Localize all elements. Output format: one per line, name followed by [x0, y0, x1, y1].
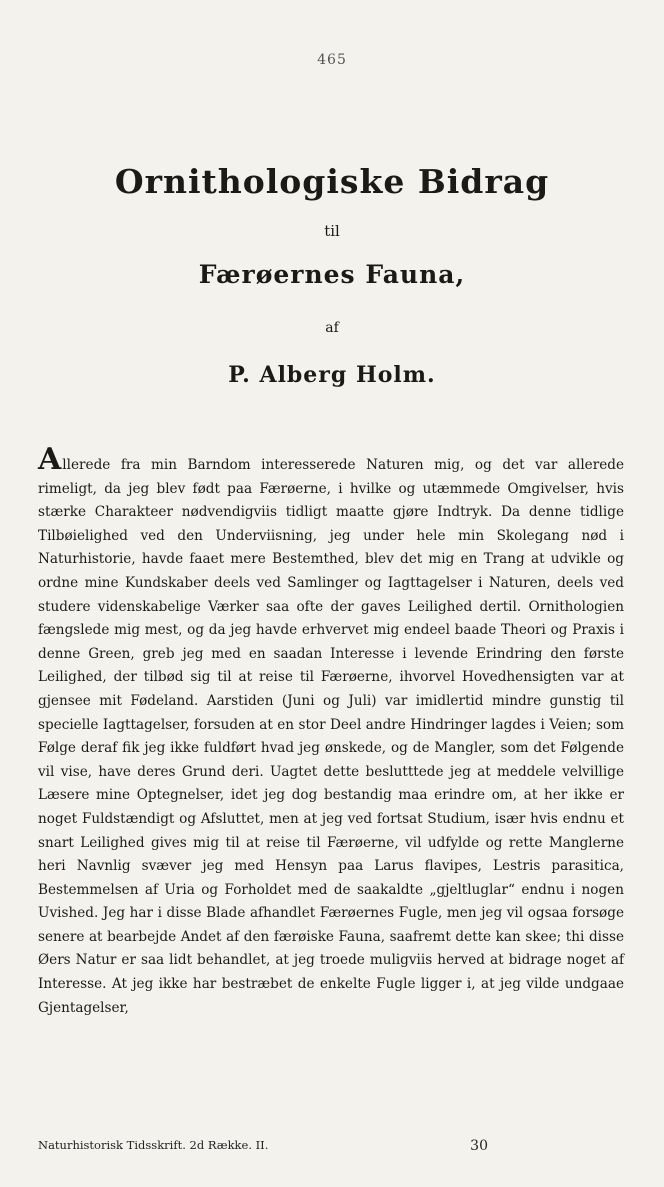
body-paragraph	[38, 442, 624, 1020]
page-footer	[38, 1138, 624, 1154]
footer-signature: Naturhistorisk Tidsskrift. 2d Række. II.	[38, 1138, 269, 1152]
footer-sheet-number: 30	[470, 1138, 488, 1154]
title-connector: til	[324, 222, 340, 240]
author-name: P. Alberg Holm.	[228, 362, 436, 388]
page-number: 465	[317, 52, 347, 68]
byline-prefix: af	[325, 320, 339, 336]
article-subtitle: Færøernes Fauna,	[198, 260, 466, 289]
drop-cap: A	[38, 442, 62, 477]
article-title: Ornithologiske Bidrag	[114, 162, 550, 201]
body-text: llerede fra min Barndom interesserede Naturen mig, og det var allerede rimeligt, da jeg blev født paa Færøerne, i hvilke og utæmmede Omgivelser, hvis stærke Charakteer nødvendigviis tidligt maatte gjøre Indtryk. Da denne tidlige Tilbøielighed ved den Underviisning, jeg under hele min Skolegang nød i Naturhistorie, havde faaet mere Bestemthed, blev det mig en Trang at udvikle og ordne mine Kundskaber deels ved Samlinger og Iagttagelser i Naturen, deels ved studere videnskabelige Værker saa ofte der gaves Leilighed dertil. Ornithologien fængslede mig mest, og da jeg havde erhvervet mig endeel baade Theori og Praxis i denne Green, greb jeg med en saadan Interesse i levende Erindring den første Leilighed, der tilbød sig til at reise til Færøerne, ihvorvel Hovedhensigten var at gjensee mit Fødeland. Aarstiden (Juni og Juli) var imidlertid mindre gunstig til specielle Iagttagelser, forsuden at en stor Deel andre Hindringer lagdes i Veien; som Følge deraf fik jeg ikke fuldført hvad jeg ønskede, og de Mangler, som det Følgende vil vise, have deres Grund deri. Uagtet dette beslutttede jeg at meddele velvillige Læsere mine Optegnelser, idet jeg dog bestandig maa erindre om, at her ikke er noget Fuldstændigt og Afsluttet, men at jeg ved fortsat Studium, især hvis endnu et snart Leilighed gives mig til at reise til Færøerne, vil udfylde og rette Manglerne heri Navnlig svæver jeg med Hensyn paa Larus flavipes, Lestris parasitica, Bestemmelsen af Uria og Forholdet med de saakaldte „gjeltluglar“ endnu i nogen Uvished. Jeg har i disse Blade afhandlet Færøernes Fugle, men jeg vil ogsaa forsøge senere at bearbejde Andet af den færøiske Fauna, saafremt dette kan skee; thi disse Øers Natur er saa lidt behandlet, at jeg troede muligviis herved at bidrage noget af Interesse. At jeg ikke har bestræbet de enkelte Fugle ligger i, at jeg vilde undgaae Gjentagelser,	[38, 457, 624, 1016]
